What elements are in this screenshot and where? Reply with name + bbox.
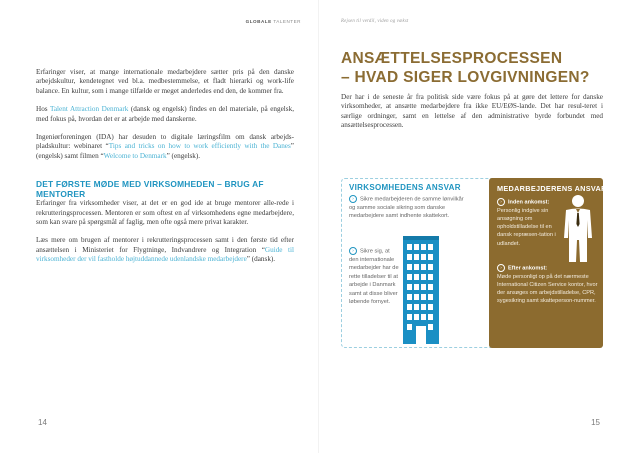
employee-responsibility-title: MEDARBEJDERENS ANSVAR: [497, 184, 607, 193]
building-icon: [401, 236, 441, 344]
arrow-circle-icon: ›: [497, 264, 505, 272]
page-title: [341, 50, 603, 87]
running-head-bold: GLOBALE: [245, 19, 272, 24]
subheading-line-1: DET FØRSTE MØDE MED VIRKSOMHEDEN – BRUG AF: [36, 179, 264, 190]
employee-item-2-text: Møde personligt op på det nærmeste International Citizen Service kontor, hvor der ansøges om arbejdstilladelse, CPR, sygesikring samt skatteperson-nummer.: [497, 273, 598, 305]
paragraph-talent-attraction: [36, 105, 294, 124]
employee-item-1-head: Inden ankomst:: [508, 199, 550, 206]
responsibility-infographic: [341, 178, 607, 348]
paragraph-mentors: Erfaringer fra virksomheder viser, at det er en god ide at bruge mentorer alle-rede i rekrutteringsprocessen. Mentoren er som oftest en af virksomhedens egne medarbejdere, som kan svare på spørgsmål af faglig, men ofte også mere privat karakter.: [36, 199, 294, 227]
text: Hos: [36, 105, 50, 114]
running-head-light: TALENTER: [273, 19, 301, 24]
text: Læs mere om brugen af mentorer i rekrutteringsprocessen samt i den første tid efter ansættelsen i Ministeriet for Flygtninge, Indvandrere og Integration “: [36, 236, 294, 254]
link-welcome-to-denmark[interactable]: Welcome to Denmark: [103, 151, 167, 160]
paragraph-work-culture: Erfaringer viser, at mange internationale medarbejdere sætter pris på den danske arbejdskultur, kendetegnet ved bl.a. medbestemmelse, et fladt hierarki og work-life balance. En kultur, som i mange tilfælde er meget anderledes end den, de kommer fra.: [36, 68, 294, 95]
right-text-column: [341, 50, 603, 131]
company-responsibility-item-1: [349, 195, 464, 221]
company-responsibility-title: VIRKSOMHEDENS ANSVAR: [349, 183, 461, 192]
text: ” (engelsk) samt filmen “: [36, 142, 294, 160]
page-number-left: 14: [38, 418, 47, 427]
employee-responsibility-panel: [489, 178, 607, 348]
text: Ingeniørforeningen (IDA) har desuden to digitale læringsfilm om dansk arbejds-pladskultur: webinaret “: [36, 133, 294, 151]
link-tips-and-tricks[interactable]: Tips and tricks on how to work efficiently with the Danes: [108, 142, 291, 151]
paragraph-ida-films: [36, 133, 294, 161]
employee-responsibility-item-2: [497, 264, 599, 306]
arrow-circle-icon: ›: [497, 198, 505, 206]
link-ministry-guide[interactable]: Guide til virksomheder der vil fastholde højtuddannede udenlandske medarbejdere: [36, 245, 294, 264]
text: (dansk og engelsk) findes en del materiale, på engelsk, med fokus på, hvordan det er at arbejde med danskerne.: [36, 105, 294, 123]
subheading-mentors: [36, 179, 294, 199]
right-page: [319, 0, 638, 453]
running-head-right: Rejsen til verdil, viden og vækst: [341, 19, 409, 24]
businessman-icon: [561, 194, 595, 264]
arrow-circle-icon: ›: [349, 247, 357, 255]
running-head-left: [246, 19, 301, 24]
title-line-1: ANSÆTTELSESPROCESSEN: [341, 50, 563, 67]
page-number-right: 15: [591, 418, 600, 427]
link-talent-attraction-denmark[interactable]: Talent Attraction Denmark: [49, 105, 129, 114]
intro-paragraph: Der har i de seneste år fra politisk side være fokus på at gøre det lettere for danske virksomheder, at ansætte medarbejdere fra ikke EU/EØS-lande. Det har resul-teret i særlige ordninger, samt en lettelse af den administrative byrde forbundet med ansættelsesprocessen.: [341, 93, 603, 130]
company-item-1-text: Sikre medarbejderen de samme lønvilkår og samme sociale sikring som danske medarbejdere samt indhente skattekort.: [349, 196, 464, 220]
text: ” (dansk).: [246, 255, 276, 264]
paragraph-ministry-guide: [36, 236, 294, 264]
left-text-column: [36, 68, 294, 274]
company-item-2-text: Sikre sig, at den internationale medarbejder har de rette tilladelser til at arbejde i Danmark samt at disse bliver løbende fornyet.: [349, 248, 399, 305]
employee-item-1-text: Personlig indgive sin ansøgning om opholdstilladelse til en dansk repræsen-tation i udlandet.: [497, 207, 556, 247]
text: ” (engelsk).: [166, 151, 201, 160]
arrow-circle-icon: ›: [349, 195, 357, 203]
employee-item-2-head: Efter ankomst:: [508, 265, 548, 272]
employee-responsibility-item-1: [497, 198, 559, 248]
company-responsibility-item-2: [349, 247, 399, 306]
title-line-2: – HVAD SIGER LOVGIVNINGEN?: [341, 68, 590, 86]
subheading-line-2: MENTORER: [36, 189, 86, 200]
